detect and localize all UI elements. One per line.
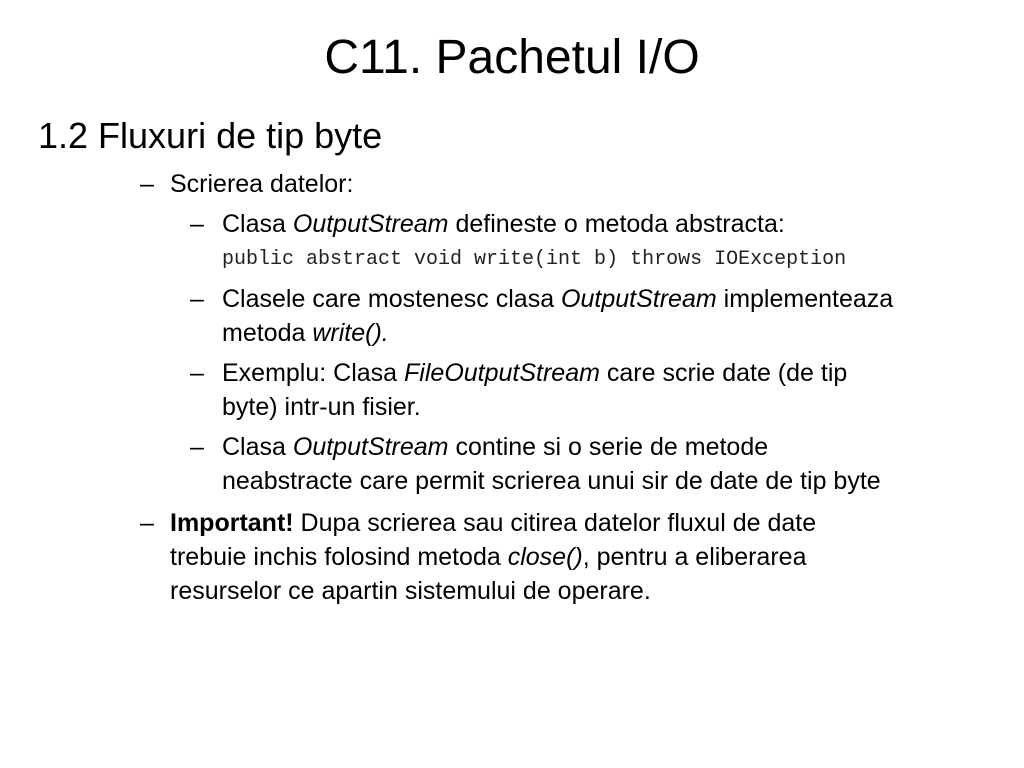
bullet-text-line1: Important! Dupa scrierea sau citirea datelor fluxul de date: [170, 509, 817, 537]
bullet-text-line1: Exemplu: Clasa FileOutputStream care scrie date (de tip: [222, 359, 848, 387]
bullet-text: Scrierea datelor:: [170, 170, 354, 198]
bullet-text-line2: byte) intr-un fisier.: [222, 393, 421, 421]
class-name: OutputStream: [292, 210, 449, 238]
bullet-text-line2: metoda write().: [222, 319, 389, 347]
class-name: OutputStream: [292, 433, 449, 461]
section-heading: 1.2 Fluxuri de tip byte: [38, 115, 383, 156]
code-signature: public abstract void write(int b) throws IOException: [222, 248, 847, 271]
class-name: OutputStream: [561, 285, 717, 313]
bullet-dash: –: [190, 359, 204, 387]
bullet-text-line1: Clasa OutputStream contine si o serie de metode: [222, 433, 769, 461]
bullet-text: Clasa OutputStream defineste o metoda abstracta:: [222, 210, 785, 238]
bullet-dash: –: [190, 285, 204, 313]
bullet-important: [140, 506, 970, 608]
class-name: FileOutputStream: [404, 359, 600, 387]
bullet-text-line2: neabstracte care permit scrierea unui sir de date de tip byte: [222, 467, 881, 495]
bullet-text-line3: resurselor ce apartin sistemului de operare.: [170, 577, 651, 605]
bullet-dash: –: [140, 509, 154, 537]
sub-bullet-non-abstract: [190, 430, 1002, 498]
sub-bullet-subclasses: [190, 282, 1002, 350]
sub-bullet-abstract-method: [190, 207, 1002, 241]
bullet-dash: –: [190, 210, 204, 238]
method-name: write().: [312, 319, 389, 347]
bullet-dash: –: [190, 433, 204, 461]
bullet-writing-data: [140, 167, 970, 201]
important-label: Important!: [170, 509, 294, 537]
bullet-dash: –: [140, 170, 154, 198]
sub-bullet-example: [190, 356, 1002, 424]
bullet-text-line2: trebuie inchis folosind metoda close(), pentru a eliberarea: [170, 543, 807, 571]
method-name: close(): [507, 543, 583, 571]
slide-title: C11. Pachetul I/O: [324, 31, 700, 84]
bullet-text-line1: Clasele care mostenesc clasa OutputStream implementeaza: [222, 285, 894, 313]
